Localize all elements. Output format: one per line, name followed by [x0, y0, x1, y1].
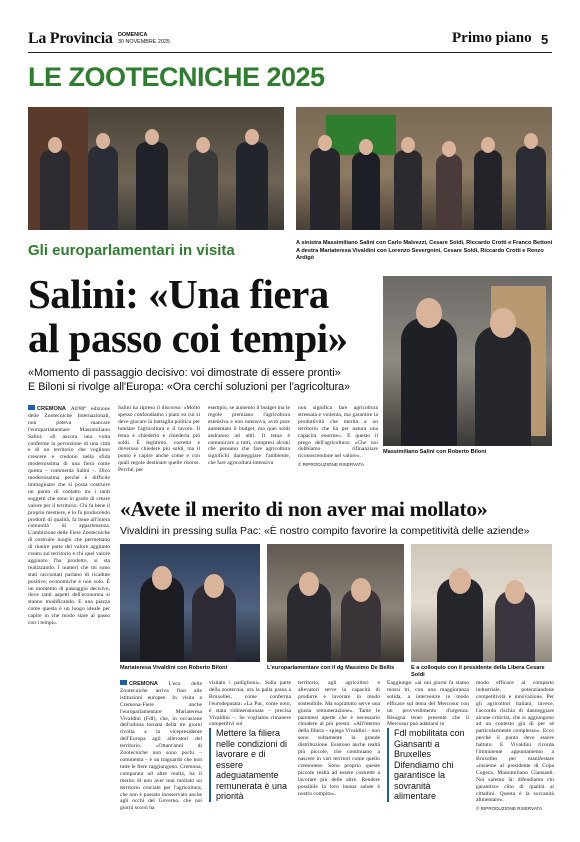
second-dateline: CREMONA: [129, 681, 158, 687]
main-headline-line2: al passo coi tempi»: [28, 315, 348, 361]
header-rule: [28, 52, 552, 53]
second-subhead: Vivaldini in pressing sulla Pac: «È nostro compito favorire la competitività delle aziende»: [120, 525, 530, 537]
page-number: 5: [541, 32, 549, 47]
second-copyright: © RIPRODUZIONE RISERVATA: [476, 806, 543, 812]
second-body-col3: territorio, agli agricoltori e allevatori serve la capacità di produrre e lavorare in modo sostenibile. Ma sopratutto serve una giusta remunerazione». Tante le parentesi aperte che è necessario chiudere al più presto: «All'interno della filiera – spiega Vivaldini – non sono soltamente la grande distribuzione. Esistono anche realtà più piccole, che continuano a nascere in vari territori come quello cremonese. Sono proprio queste piccole realtà ad essere costrette a lavorare più delle altre. Rendere possibile la loro buona salute è nostro compito».: [298, 680, 380, 797]
photo-vivaldini-group: [296, 107, 552, 230]
photo-vivaldini-debellis: [267, 544, 404, 662]
photo-salini-group: [28, 107, 284, 230]
top-kicker: Gli europarlamentari in visita: [28, 242, 235, 259]
main-photo-caption: Massimiliano Salini con Roberto Biloni: [383, 449, 487, 455]
second-body-text-5: modo efficace al comparto industriale, potenziandone competitività e innovazione. Per gli agricoltori italiani, invece, l'accordo rischia di danneggiare alcune criticità, che si aggiungono ad un contesto già di per sé particolarmente complesso». Ecco perché il punto deve essere battuto. E Vivaldini ricorda l'imminente appuntamento a Bruxelles per manifestare «insieme al presidente di Copa Cogeca, Massimiliano Giansanti. Noi saremo là: difendiamo chi garantisce cibo di qualità ai cittadini. Questa è la sovranità alimentare».: [476, 680, 554, 804]
top-caption-left: A sinistra Massimiliano Salini con Carlo Malvezzi, Cesare Soldi, Riccardo Crotti e Franco Bettoni: [296, 240, 553, 246]
photo-vivaldini-soldi: [411, 544, 552, 662]
main-subhead-line2: E Biloni si rivolge all'Europa: «Ora cerchi soluzioni per l'agricoltura»: [28, 381, 351, 393]
main-body-col1: [28, 405, 110, 687]
pull-quote-2: Fdl mobilitata con Giansanti a Bruxelles Difendiamo chi garantisce la sovranità alimentare: [387, 728, 469, 802]
main-copyright: © RIPRODUZIONE RISERVATA: [298, 462, 365, 468]
second-body-col4: Eaggiunge: «ai uni giorni fa siamo mossi tri, con una maggioranza solida, a intervenire in modo efficace sul tema del Mercosur con un provvedimento d'urgenza. Bisogna tener presente che il Mercosur può adattarsi in: [387, 680, 469, 728]
event-title: LE ZOOTECNICHE 2025: [28, 62, 325, 92]
main-body-col2: Salini ha ripreso il discorso: «Molto spesso confondiamo i piani su cui si deve giocare la battaglia politica per tutelare l'agricoltura e il lavoro. Il tema è chiederlo e chiederla più soldi. È legittimo, corretto e doveroso chiedere più soldi, ma il punto è capire anche come e con quali regole destinare quelle risorse. Perché, per: [118, 405, 200, 474]
second-headline: «Avete il merito di non aver mai mollato»: [120, 497, 488, 521]
main-body-text-4: non significa fare agricoltura stressata e violenta, ma garantire la produttività che merita a un territorio che ha per natura una capacità enorme». E questo il prego dell'agricoltura: «Che noi dobbiamo rifinanziare riconoscendone nel valore».: [298, 405, 378, 460]
main-body-col3: esempio, se aumento il budget ma le regole premiano l'agricoltura estensiva e non intensiva, avrò pure aumentato il budget, ma quei soldi andranno ad altri. Il tema è comunicare a tutti, compresi alcuni che pensano che fare agricoltura significhi danneggiare l'ambiente, che fare agricoltura intensiva: [208, 405, 290, 467]
issue-date: 30 NOVEMBRE 2025: [118, 39, 170, 45]
main-body-col4: [298, 405, 378, 495]
second-body-col1: [120, 680, 202, 828]
masthead: La Provincia: [28, 30, 113, 47]
main-body-text-1: All'80ª edizione delle Zootecniche Internazionali, non poteva mancare l'europarlamentare Massimiliano Salini: «Il ancora una volta conferme la percezione di una città e di un territorio che vogliono crescere e credono nella sfida modernissima di una fiera come questa – commenta Salini –. Dico modernissima perché è difficile immaginare che si possa costruire un punto di contatto tra i tanti soggetti che sono in grado di creare valore per il territorio. Chi fa bene il proprio mestiere, e lo fa producendo prodotti di qualità, fa bene all'intera comunità di appartenenza. L'ambizione delle Fiere Zootecniche di costruire luoghi che permettano di riunire parte del valore aggiunto creato sul territorio e chi quel valore aggiunto l'ha prodotto, si sta realizzando. I numeri che mi sono stati raccontati parlano di ricadute positive, economiche e non solo. È un momento di passaggio decisivo, dove tanti aspetti dell'economia si stanno modificando. E una piazza come questa è un luogo ideale per capire in che modo stare al passo con i tempi».: [28, 406, 111, 627]
photo-salini-biloni: [383, 276, 552, 446]
section-label: Primo piano: [452, 30, 532, 46]
second-body-col2: visitato i padiglioni». Sulla parte della zootecnia, ora la palla passa a Bruxelles, come conferma l'eurodeputata: «La Pac, come noto, è stata ridimensionata – precisa Vivaldini –. Se vogliamo rimanere competitivi sul: [209, 680, 291, 728]
second-caption-3: E a colloquio con il presidente della Libera Cesare Soldi: [411, 665, 545, 678]
main-dateline: CREMONA: [37, 406, 66, 412]
pull-quote-1: Mettere la filiera nelle condizioni di lavorare e di essere adeguatamente remunerata è una priorità: [209, 728, 291, 802]
second-body-text-1: L'eco delle Zootecniche arriva fino alle istituzioni europee. In visita a Cremona-Fiere anche l'europarlamentare Mariateresa Vivaldini (FdI), che, in occasione dell'ultima tornata della tre giorni rivolta a la vicepresidente dell'Europa agli allevatori del territorio. «Ottant'anni di Zootecniche non sono pochi – commenta – è un traguardo che non tutte le fiere raggiungono. Cremona, comparata ad altre realtà, ha il merito di non aver mai mollato un territorio cruciale per l'agricoltura, che non è passato inosservato anche agli occhi del Governo, che noi giorni scorsi ha: [120, 681, 202, 812]
second-caption-1: Mariateresa Vivaldini con Roberto Biloni: [120, 665, 228, 671]
second-body-col5: [476, 680, 554, 828]
main-headline-line1: Salini: «Una fiera: [28, 271, 329, 317]
main-subhead-line1: «Momento di passaggio decisivo: voi dimostrate di essere pronti»: [28, 367, 341, 379]
photo-vivaldini-biloni: [120, 544, 260, 662]
second-caption-2: L'europarlamentare con il dg Massimo De Bellis: [267, 665, 395, 671]
issue-day: DOMENICA: [118, 32, 148, 38]
top-caption-right: A destra Mariateresa Vivaldini con Lorenzo Severgnini, Cesare Soldi, Riccardo Crotti e Renzo Ardigò: [296, 248, 544, 261]
